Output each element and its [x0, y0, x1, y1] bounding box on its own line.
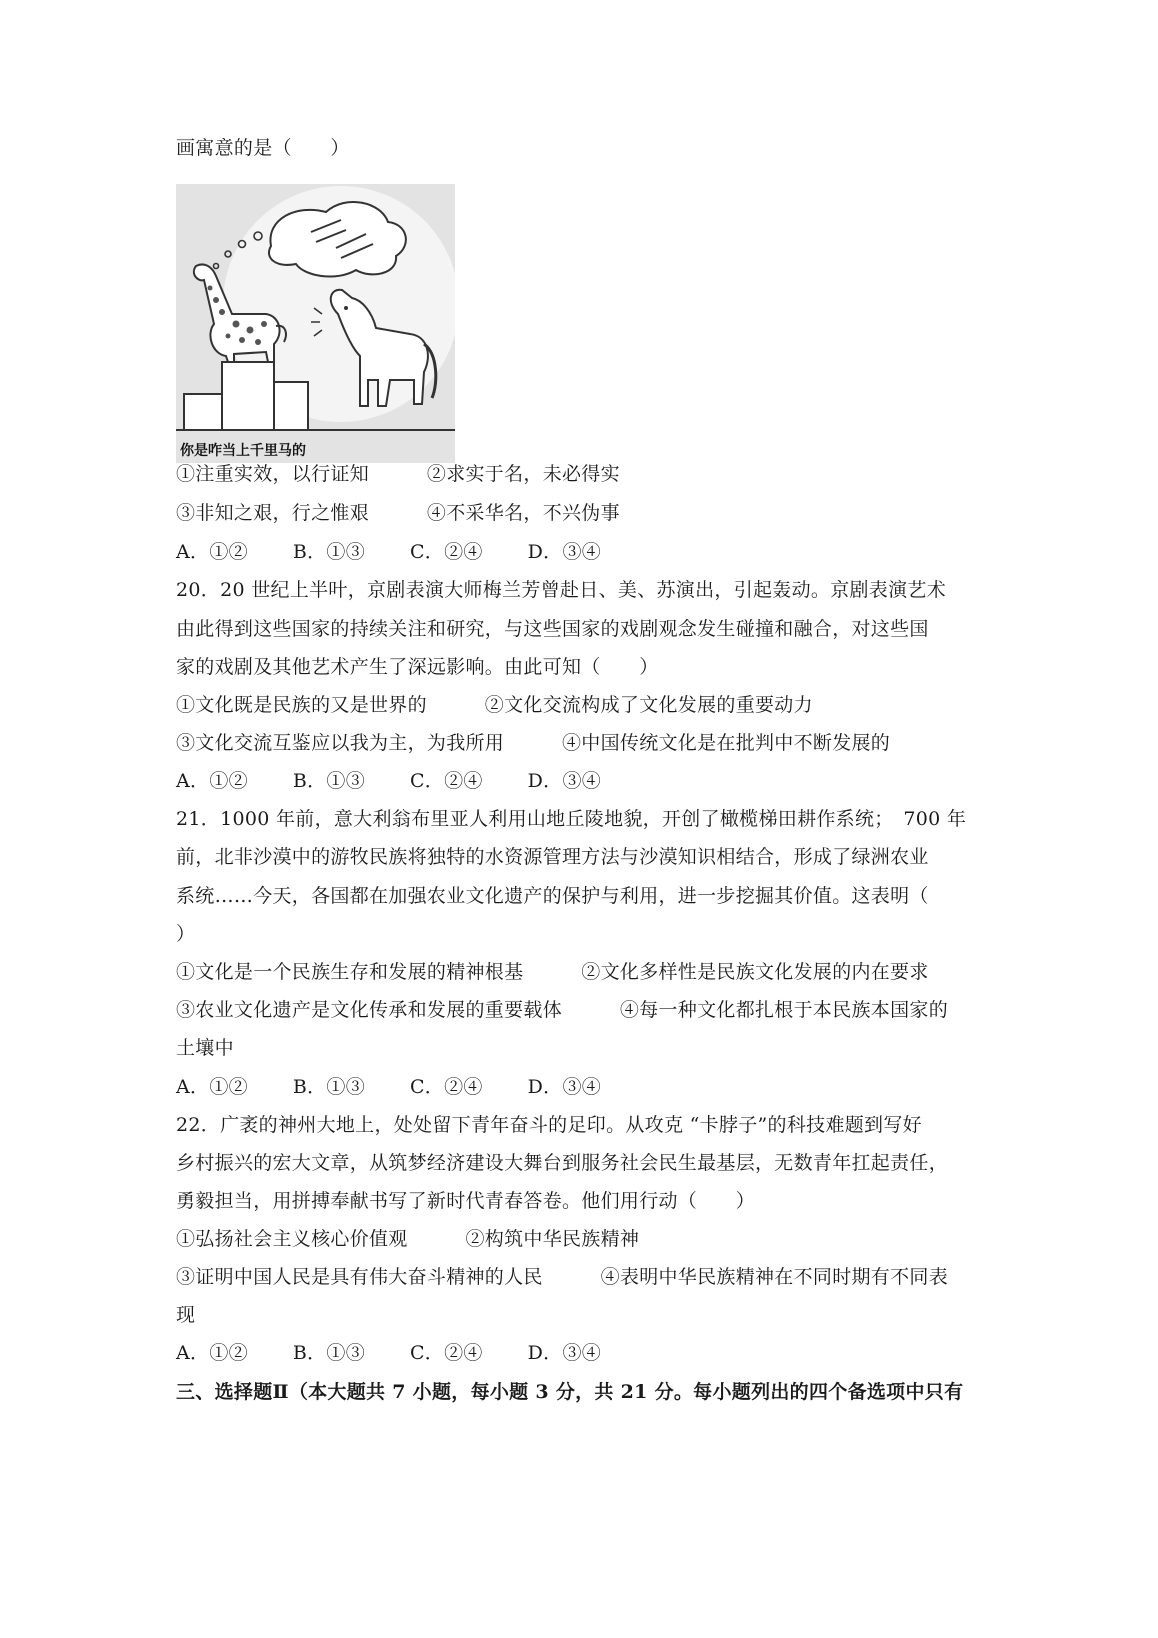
q22-options-row1: ①弘扬社会主义核心价值观 ②构筑中华民族精神: [176, 1228, 640, 1250]
q21-line1: 21．1000 年前，意大利翁布里亚人利用山地丘陵地貌，开创了橄榄梯田耕作系统； 700 年: [176, 808, 967, 830]
q21-line2: 前，北非沙漠中的游牧民族将独特的水资源管理方法与沙漠知识相结合，形成了绿洲农业: [176, 846, 929, 868]
q20-line2: 由此得到这些国家的持续关注和研究，与这些国家的戏剧观念发生碰撞和融合，对这些国: [176, 618, 929, 640]
q20-line1: 20．20 世纪上半叶，京剧表演大师梅兰芳曾赴日、美、苏演出，引起轰动。京剧表演艺术: [176, 579, 946, 601]
cartoon-image: [176, 184, 455, 463]
q21-line4: ）: [176, 923, 196, 945]
section-3-heading: 三、选择题Ⅱ（本大题共 7 小题，每小题 3 分，共 21 分。每小题列出的四个备选项中只有: [176, 1381, 964, 1403]
q21-options-row3: 土壤中: [176, 1037, 234, 1059]
q20-answer-choices: A．①② B．①③ C．②④ D．③④: [176, 770, 602, 792]
q22-line2: 乡村振兴的宏大文章，从筑梦经济建设大舞台到服务社会民生最基层，无数青年扛起责任，: [176, 1152, 949, 1174]
q21-options-row2: ③农业文化遗产是文化传承和发展的重要载体 ④每一种文化都扎根于本民族本国家的: [176, 999, 949, 1021]
cartoon-caption: 你是咋当上千里马的: [180, 443, 306, 459]
q21-answer-choices: A．①② B．①③ C．②④ D．③④: [176, 1076, 602, 1098]
q21-line3: 系统……今天，各国都在加强农业文化遗产的保护与利用，进一步挖掘其价值。这表明（: [176, 885, 929, 907]
q19-stem-tail: 画寓意的是（ ）: [176, 137, 350, 159]
q19-answer-choices: A．①② B．①③ C．②④ D．③④: [176, 541, 602, 563]
q22-options-row2: ③证明中国人民是具有伟大奋斗精神的人民 ④表明中华民族精神在不同时期有不同表: [176, 1266, 949, 1288]
q19-options-row2: ③非知之艰，行之惟艰 ④不采华名，不兴伪事: [176, 502, 620, 524]
q19-options-row1: ①注重实效，以行证知 ②求实于名，未必得实: [176, 463, 620, 485]
q20-line3: 家的戏剧及其他艺术产生了深远影响。由此可知（ ）: [176, 656, 659, 678]
q22-line3: 勇毅担当，用拼搏奉献书写了新时代青春答卷。他们用行动（ ）: [176, 1190, 756, 1212]
q21-options-row1: ①文化是一个民族生存和发展的精神根基 ②文化多样性是民族文化发展的内在要求: [176, 961, 929, 983]
q20-options-row1: ①文化既是民族的又是世界的 ②文化交流构成了文化发展的重要动力: [176, 694, 813, 716]
q22-answer-choices: A．①② B．①③ C．②④ D．③④: [176, 1342, 602, 1364]
q22-options-row3: 现: [176, 1304, 196, 1326]
q22-line1: 22．广袤的神州大地上，处处留下青年奋斗的足印。从攻克 “卡脖子”的科技难题到写好: [176, 1114, 922, 1136]
q20-options-row2: ③文化交流互鉴应以我为主，为我所用 ④中国传统文化是在批判中不断发展的: [176, 732, 891, 754]
cartoon-drawing: [176, 184, 455, 463]
